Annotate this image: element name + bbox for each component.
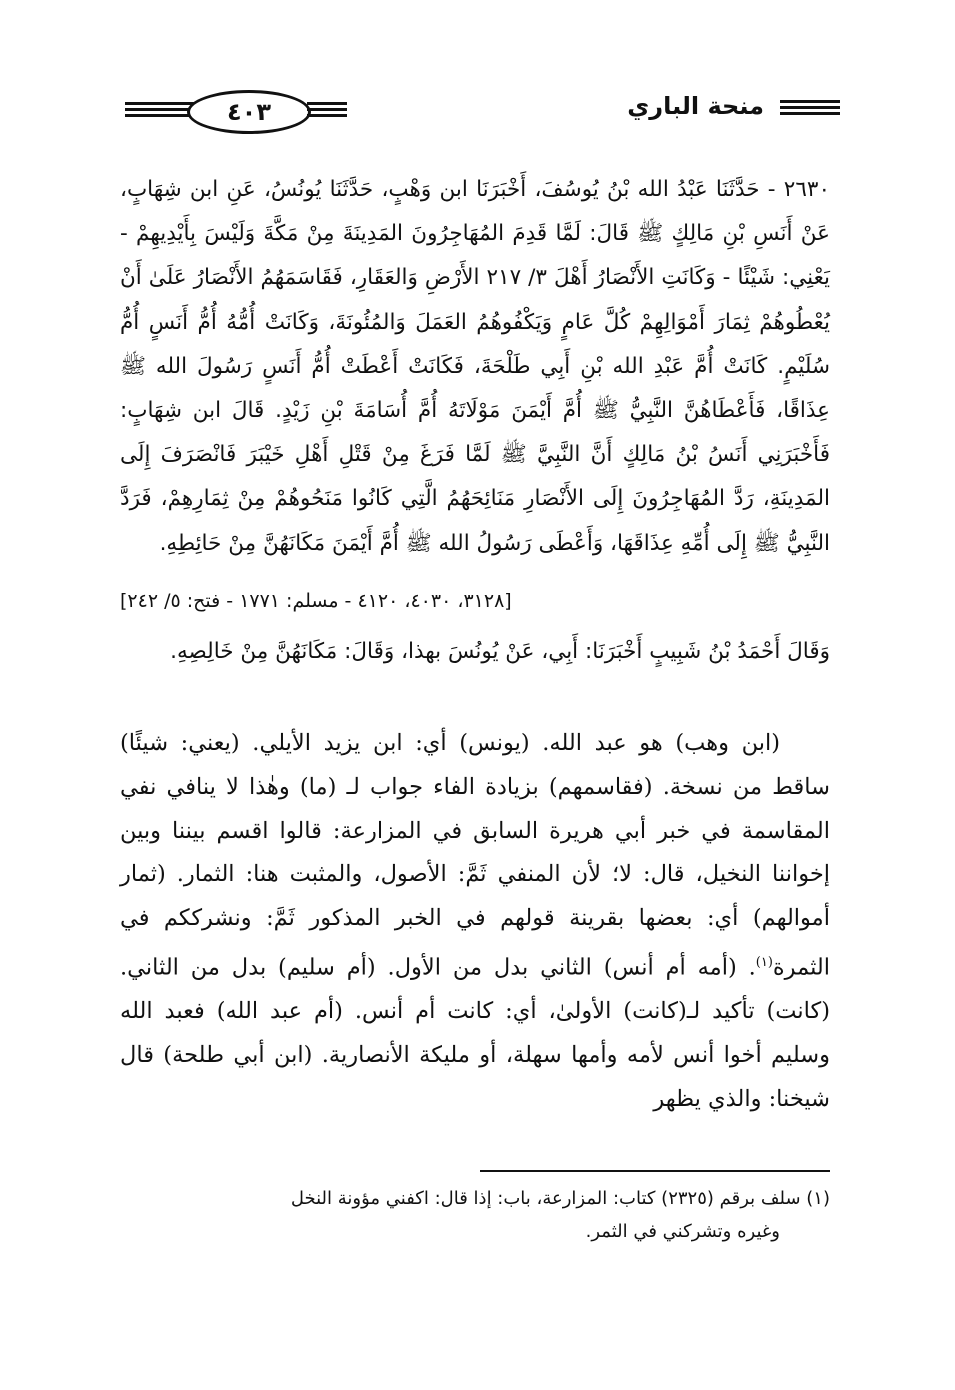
commentary-paragraph [120,722,830,1122]
hadith-text [120,168,830,566]
hadith-riwaya [120,630,830,674]
hadith-references: [٣١٢٨، ٤٠٣٠، ٤١٢٠ - مسلم: ١٧٧١ - فتح: ٥/ ٢٤٢] [120,590,512,612]
page-header [125,88,840,138]
footnote-line-2: وغيره وتشركني في الثمر. [585,1221,780,1242]
header-mid-rule [307,102,347,120]
header-right-rule [780,100,840,118]
page-number-oval [187,90,311,134]
footnote-line-1: (١) سلف برقم (٢٣٢٥) كتاب: المزارعة، باب: إذا قال: اكفني مؤونة النخل [290,1188,830,1209]
commentary-text-part2: . (أمه أم أنس) الثاني بدل من الأول. (أم سليم) بدل من الثاني. (كانت) تأكيد لـ(كانت) الأولىٰ، أي: كانت أم أنس. (أم عبد الله) فعبد الله وسليم أخوا أنس لأمه وأمها سهلة، أو مليكة الأنصارية. (ابن أبي طلحة) قال شيخنا: والذي يظهر [120,954,830,1112]
riwaya-paragraph: وَقَالَ أَحْمَدُ بْنُ شَبِيبٍ أَخْبَرَنَا: أَبِي، عَنْ يُونُسَ بهذا، وَقَالَ: مَكَانَهُنَّ مِنْ خَالِصِهِ. [170,639,830,664]
book-title: منحة الباري [627,92,764,120]
footnote-rule [480,1170,830,1172]
page-number: ٤٠٣ [227,98,271,126]
footnote [120,1182,830,1248]
footnote-marker: (١) [755,954,773,970]
hadith-paragraph: ٢٦٣٠ - حَدَّثَنَا عَبْدُ الله بْنُ يُوسُفَ، أَخْبَرَنَا ابن وَهْبٍ، حَدَّثَنَا يُونُسُ، عَنِ ابن شِهَابٍ، عَنْ أَنَسِ بْنِ مَالِكٍ ﷺ قَالَ: لَمَّا قَدِمَ المُهَاجِرُونَ المَدِينَةَ مِنْ مَكَّةَ وَلَيْسَ بِأَيْدِيهِمْ - يَعْنِي: شَيْئًا - وَكَانَتِ الأَنْصَارُ أَهْلَ ٣/ ٢١٧ الأَرْضِ وَالعَقَارِ، فَقَاسَمَهُمُ الأَنْصَارُ عَلَىٰ أَنْ يُعْطُوهُمْ ثِمَارَ أَمْوَالِهِمْ كُلَّ عَامٍ وَيَكْفُوهُمُ العَمَلَ وَالمُئُونَةَ، وَكَانَتْ أُمُّهُ أُمُّ أَنَسٍ أُمُّ سُلَيْمٍ. كَانَتْ أُمَّ عَبْدِ الله بْنِ أَبِي طَلْحَةَ، فَكَانَتْ أَعْطَتْ أُمُّ أَنَسٍ رَسُولَ الله ﷺ عِذَاقًا، فَأَعْطَاهُنَّ النَّبِيُّ ﷺ أُمَّ أَيْمَنَ مَوْلَاتَهُ أُمَّ أُسَامَةَ بْنِ زَيْدٍ. قَالَ ابن شِهَابٍ: فَأَخْبَرَنِي أَنَسُ بْنُ مَالِكٍ أَنَّ النَّبِيَّ ﷺ لَمَّا فَرَغَ مِنْ قَتْلِ أَهْلِ خَيْبَرَ فَانْصَرَفَ إِلَى المَدِينَةِ، رَدَّ المُهَاجِرُونَ إِلَى الأَنْصَارِ مَنَائِحَهُمُ الَّتِي كَانُوا مَنَحُوهُمْ مِنْ ثِمَارِهِمْ، فَرَدَّ النَّبِيُّ ﷺ إِلَى أُمِّهِ عِذَاقَهَا، وَأَعْطَى رَسُولُ الله ﷺ أُمَّ أَيْمَنَ مَكَانَهُنَّ مِنْ حَائِطِهِ. [120,177,831,556]
commentary [120,722,830,1122]
commentary-text-part1: (ابن وهب) هو عبد الله. (يونس) أي: ابن يزيد الأيلي. (يعني: شيئًا) ساقط من نسخة. (فقاسمهم) بزيادة الفاء جواب لـ (ما) وهٰذا لا ينافي نفي المقاسمة في خبر أبي هريرة السابق في المزارعة: قالوا اقسم بيننا وبين إخواننا النخيل، قال: لا؛ لأن المنفي ثَمَّ: الأصول، والمثبت هنا: الثمار. (ثمار أموالهم) أي: بعضها بقرينة قولهم في الخبر المذكور ثَمَّ: ونشرككم في الثمرة [120,730,830,981]
